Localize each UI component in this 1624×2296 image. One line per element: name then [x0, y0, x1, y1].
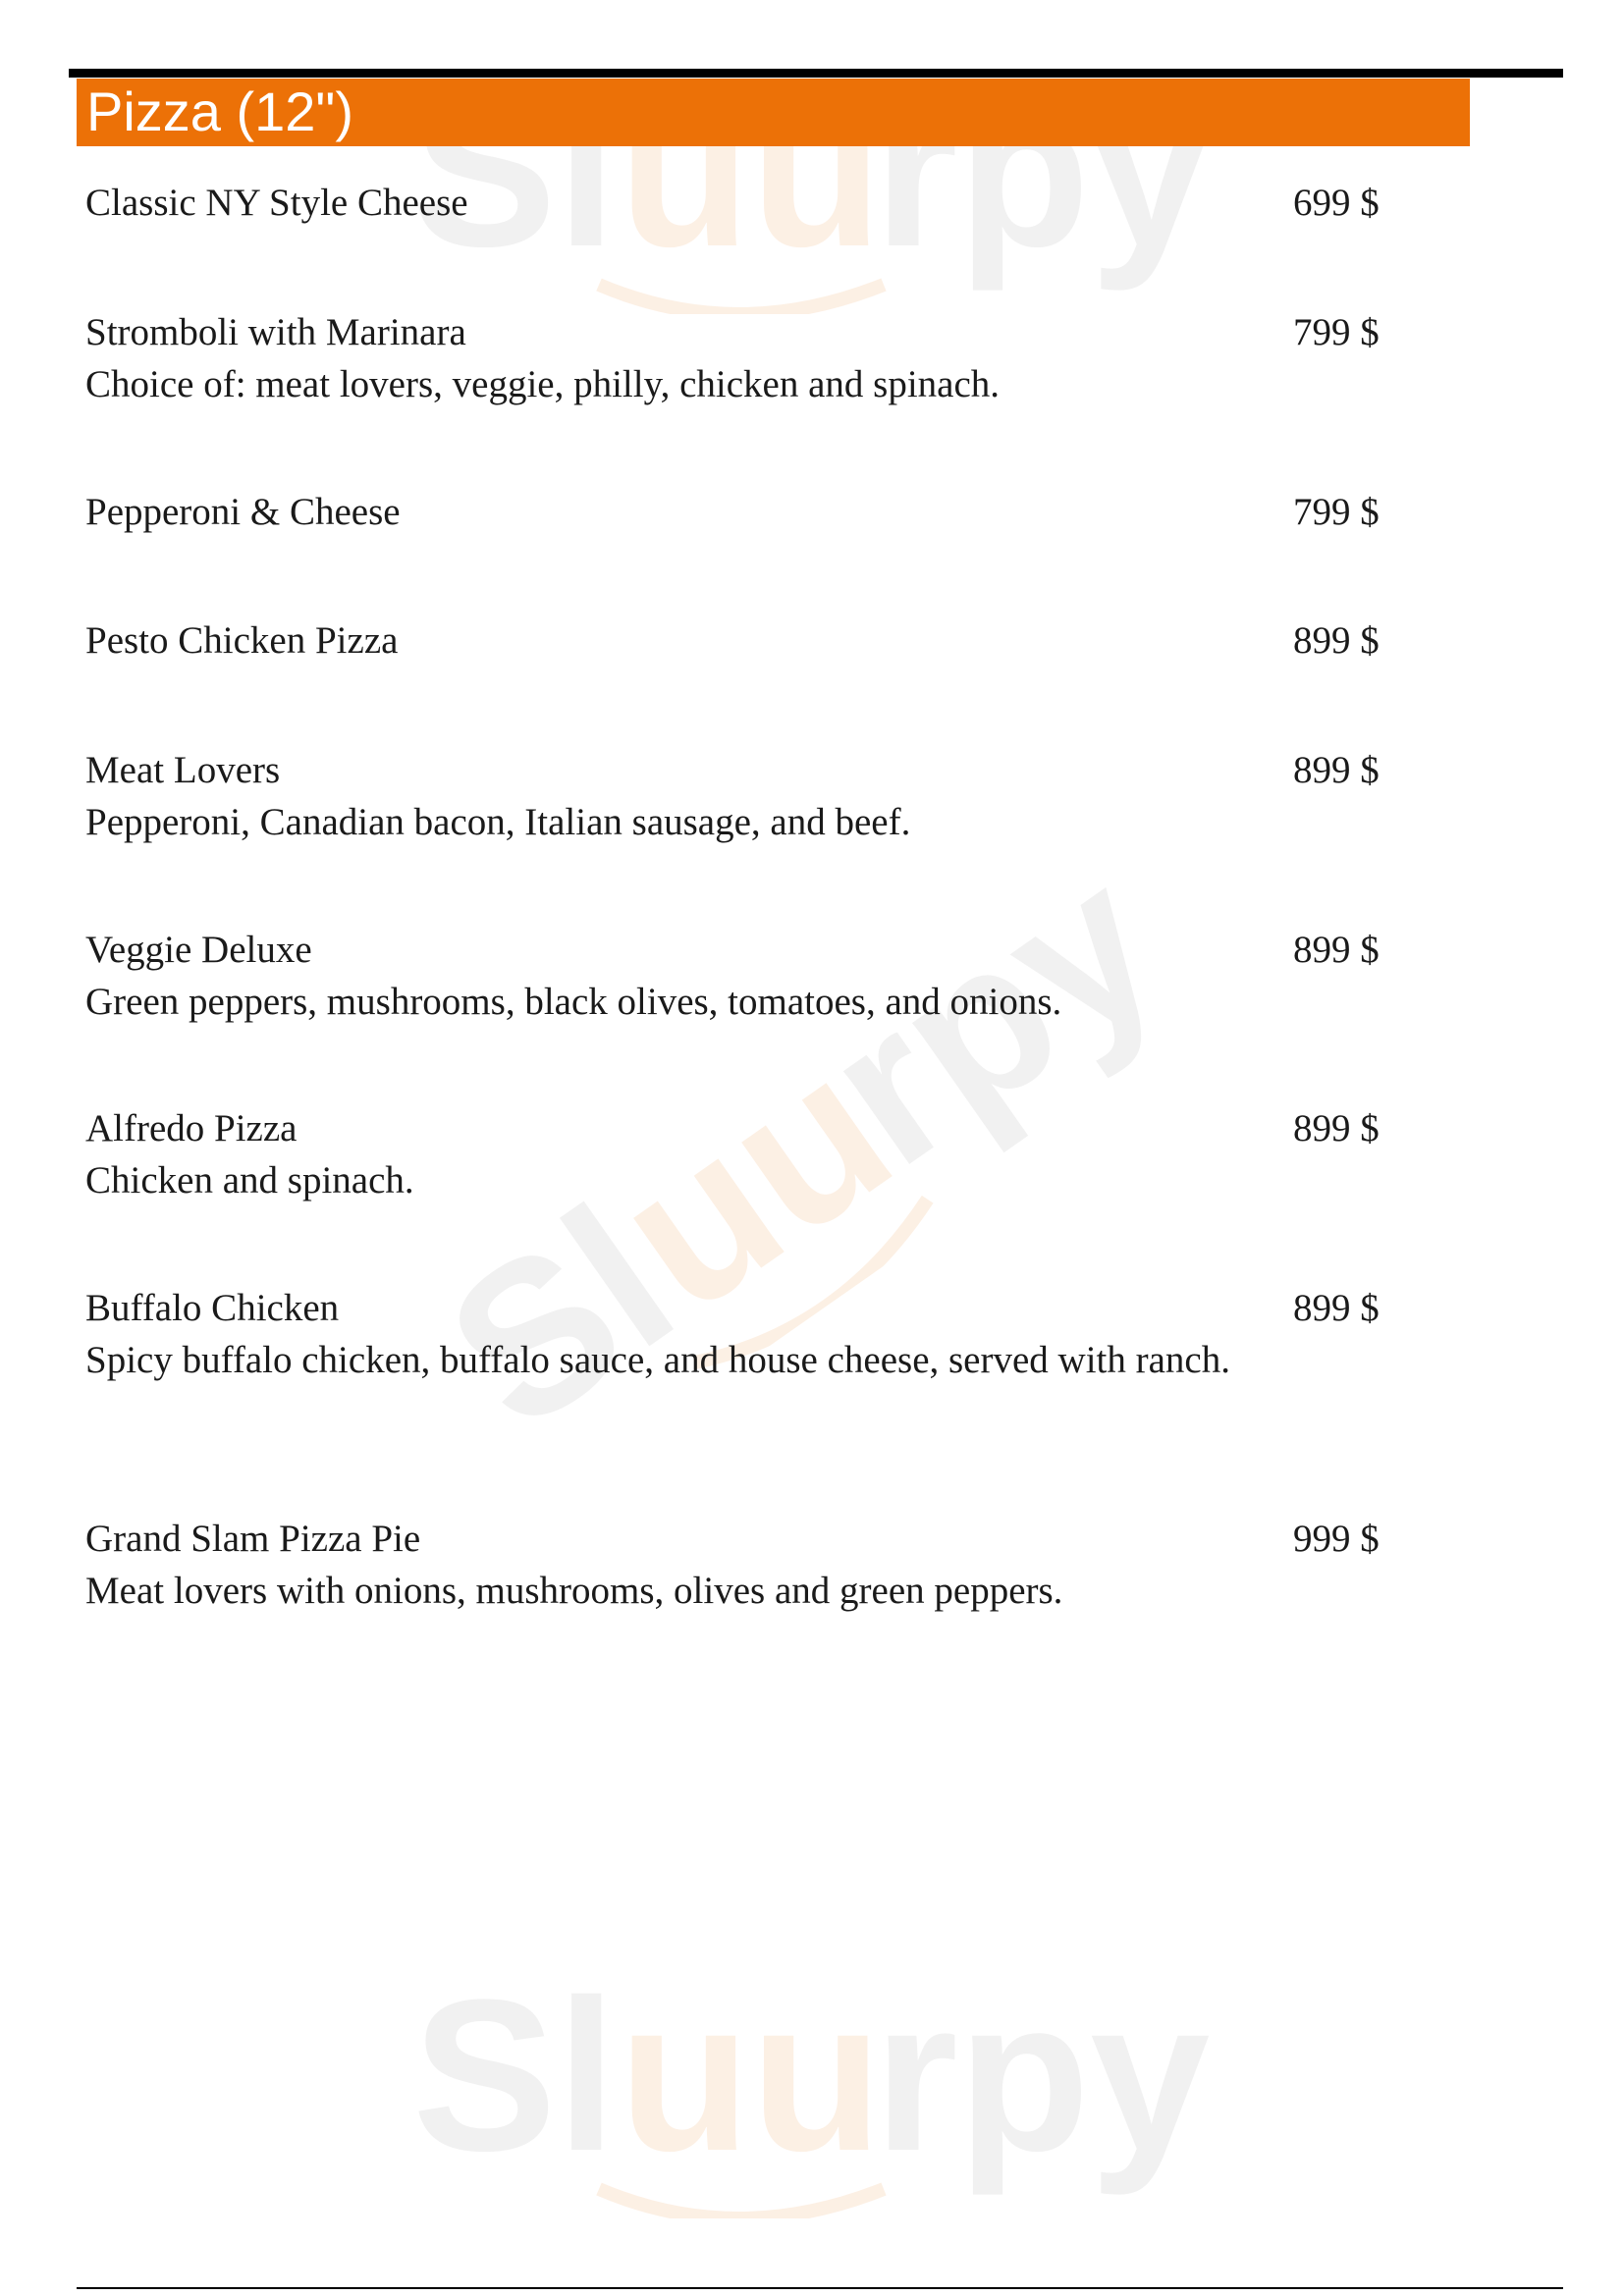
bottom-divider	[77, 2287, 1563, 2289]
svg-text:rpy: rpy	[785, 823, 1199, 1211]
menu-item	[85, 1102, 1411, 1206]
svg-text:Sl: Sl	[412, 59, 617, 292]
item-price: 799 $	[1293, 491, 1380, 533]
item-description: Chicken and spinach.	[85, 1159, 414, 1201]
item-name: Meat Lovers	[85, 749, 281, 791]
menu-item	[85, 177, 1411, 229]
svg-text:uu: uu	[619, 59, 883, 292]
menu-item	[85, 1282, 1411, 1386]
item-price: 899 $	[1293, 1287, 1380, 1329]
item-name: Veggie Deluxe	[85, 929, 312, 971]
item-name: Classic NY Style Cheese	[85, 182, 468, 224]
item-name: Stromboli with Marinara	[85, 311, 466, 353]
svg-text:uu: uu	[619, 1963, 883, 2196]
item-price: 699 $	[1293, 182, 1380, 224]
item-name: Pesto Chicken Pizza	[85, 619, 399, 662]
item-name: Pepperoni & Cheese	[85, 491, 401, 533]
svg-text:Sl: Sl	[412, 1963, 617, 2196]
menu-item	[85, 486, 1411, 538]
item-price: 799 $	[1293, 311, 1380, 353]
item-description: Pepperoni, Canadian bacon, Italian sausage, and beef.	[85, 801, 911, 843]
item-name: Buffalo Chicken	[85, 1287, 340, 1329]
svg-text:uu: uu	[575, 1007, 931, 1358]
svg-text:Sl: Sl	[411, 1160, 713, 1475]
item-price: 899 $	[1293, 749, 1380, 791]
menu-item	[85, 306, 1411, 410]
item-description: Choice of: meat lovers, veggie, philly, chicken and spinach.	[85, 363, 1001, 405]
item-price: 999 $	[1293, 1518, 1380, 1560]
section-title: Pizza (12")	[86, 80, 353, 142]
menu-item	[85, 1513, 1411, 1617]
item-price: 899 $	[1293, 929, 1380, 971]
item-price: 899 $	[1293, 619, 1380, 662]
item-name: Alfredo Pizza	[85, 1107, 298, 1149]
item-description: Green peppers, mushrooms, black olives, tomatoes, and onions.	[85, 981, 1062, 1023]
menu-item	[85, 614, 1411, 667]
section-header	[77, 79, 1470, 146]
menu-item	[85, 744, 1411, 848]
svg-text:rpy: rpy	[874, 1963, 1211, 2196]
item-price: 899 $	[1293, 1107, 1380, 1149]
watermark-logo-bottom	[412, 1963, 1218, 2218]
item-description: Meat lovers with onions, mushrooms, olives and green peppers.	[85, 1570, 1063, 1612]
svg-text:rpy: rpy	[874, 59, 1211, 292]
menu-item	[85, 924, 1411, 1028]
item-name: Grand Slam Pizza Pie	[85, 1518, 421, 1560]
item-description: Spicy buffalo chicken, buffalo sauce, and house cheese, served with ranch.	[85, 1339, 1230, 1381]
top-divider	[69, 69, 1563, 78]
